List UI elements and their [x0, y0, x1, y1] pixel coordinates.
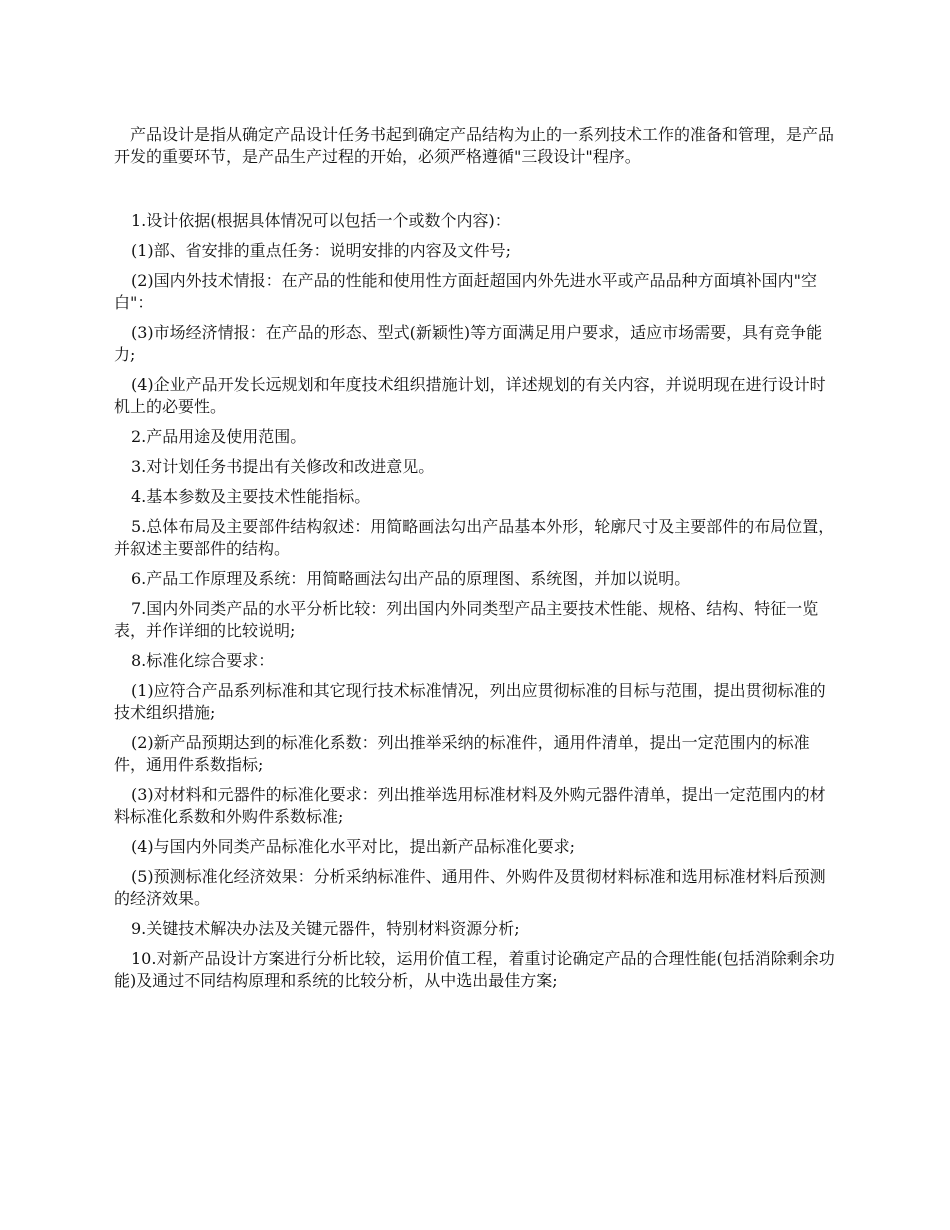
- section-4-parameters: 4.基本参数及主要技术性能指标。: [131, 487, 371, 506]
- item-8-4: (4)与国内外同类产品标准化水平对比，提出新产品标准化要求;: [131, 837, 576, 856]
- item-1-1: (1)部、省安排的重点任务：说明安排的内容及文件号;: [131, 241, 512, 260]
- item-1-4: (4)企业产品开发长远规划和年度技术组织措施计划，详述规划的有关内容，并说明现在进行设计时机上的必要性。: [114, 375, 826, 416]
- document-page: [114, 124, 836, 1000]
- section-5-layout: 5.总体布局及主要部件结构叙述：用简略画法勾出产品基本外形，轮廓尺寸及主要部件的布局位置，并叙述主要部件的结构。: [114, 517, 835, 558]
- item-1-3: (3)市场经济情报：在产品的形态、型式(新颖性)等方面满足用户要求，适应市场需要，具有竞争能力;: [114, 323, 823, 364]
- section-8-standardization: 8.标准化综合要求：: [131, 651, 275, 670]
- intro-paragraph: 产品设计是指从确定产品设计任务书起到确定产品结构为止的一系列技术工作的准备和管理，是产品开发的重要环节，是产品生产过程的开始，必须严格遵循"三段设计"程序。: [114, 125, 835, 166]
- item-8-3: (3)对材料和元器件的标准化要求：列出推举选用标准材料及外购元器件清单，提出一定范围内的材料标准化系数和外购件系数标准;: [114, 785, 826, 826]
- section-2-usage: 2.产品用途及使用范围。: [131, 427, 307, 446]
- item-8-5: (5)预测标准化经济效果：分析采纳标准件、通用件、外购件及贯彻材料标准和选用标准材料后预测的经济效果。: [114, 867, 826, 908]
- section-7-comparison: 7.国内外同类产品的水平分析比较：列出国内外同类型产品主要技术性能、规格、结构、特征一览表，并作详细的比较说明;: [114, 599, 819, 640]
- item-1-2: (2)国内外技术情报：在产品的性能和使用性方面赶超国内外先进水平或产品品种方面填补国内"空白"：: [114, 271, 818, 312]
- section-1-design-basis: 1.设计依据(根据具体情况可以包括一个或数个内容)：: [131, 211, 511, 230]
- section-9-key-tech: 9.关键技术解决办法及关键元器件，特别材料资源分析;: [131, 919, 520, 938]
- section-3-revisions: 3.对计划任务书提出有关修改和改进意见。: [131, 457, 435, 476]
- section-10-analysis: 10.对新产品设计方案进行分析比较，运用价值工程，着重讨论确定产品的合理性能(包括消除剩余功能)及通过不同结构原理和系统的比较分析，从中选出最佳方案;: [114, 949, 835, 990]
- item-8-2: (2)新产品预期达到的标准化系数：列出推举采纳的标准件，通用件清单，提出一定范围内的标准件，通用件系数指标;: [114, 733, 810, 774]
- item-8-1: (1)应符合产品系列标准和其它现行技术标准情况，列出应贯彻标准的目标与范围，提出贯彻标准的技术组织措施;: [114, 681, 826, 722]
- section-6-principle: 6.产品工作原理及系统：用简略画法勾出产品的原理图、系统图，并加以说明。: [131, 569, 691, 588]
